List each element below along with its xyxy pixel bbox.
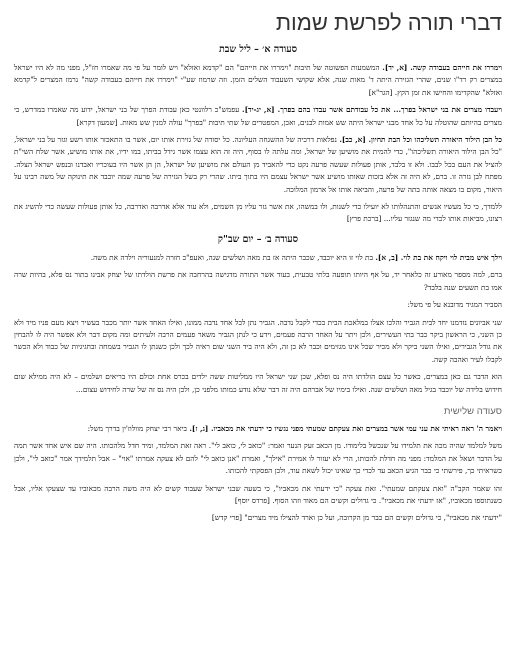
verse-lead: וילך איש מבית לוי ויקח את בת לוי. [ב, א]. (375, 252, 502, 262)
paragraph (14, 134, 502, 196)
paragraph-text: ברם, למה מספר מאורע זה כלאחר יד, על אף היותו תופעה בלתי טבעית, בעוד אשר התורה מדגישה בהרחבה את פרשת הולדתו של יצחק אבינו בתור נס פלא, בהיות שרה אמו בת תשעים שנה בלבד? (14, 270, 502, 292)
paragraph (14, 371, 502, 396)
paragraph (14, 317, 502, 367)
paragraph (14, 252, 502, 264)
paragraph-text: הוא הדבר גם כאן במצרים, כאשר כל עצם הולדתו היה נס ופלא, שכן שני ישראל היו ממליטות ששה ילדים בכרס אחת וכולם היו בריאים ושלמים – לא היה ממילא שום חידוש בלידה של יוכבד בגיל מאה ושלשים שנה. ואילו בימיו של אברהם היה זה דבר שלא נודע כמותו מלפני כן, ולכן היה נס זה של שרה לחידוש עצום... (14, 372, 502, 394)
paragraph-text: ביאר רבי יצחק מוולוז'ין בדרך משל: (87, 423, 190, 433)
paragraph (14, 299, 502, 311)
paragraph-text: זהו שאמר הקב"ה "ואת צעקתם שמעתי". זאת צעקה "כי ידעתי את מכאביו", כי בשעה שבני ישראל שעבוד קשים לא היה משה הרבה מכאוביו עד שצעקו אליו, אבל כשנתוספו מכאוביו, "אז ידעתי את מכאביו". כי גדולים וקשים הם מאוד וזהו הסוף. [פרדס יוסף] (14, 483, 502, 505)
paragraph-text: עפמש"כ רלוונטי כאן עבודת הפרך של בני ישראל, ידוע מה שאמרו במדרש, כי מצרים בהיותם שהוטלה על כל אחד מבני ישראל היתה שש אמות לבנים, ואכן, המפטרים של שתי תיבות "בפרך" עולה למנין שש מאות. [שמעון דקרא] (14, 105, 502, 127)
verse-lead: כל הבן הילוד היאורה תשליכהו וכל הבת תחיון. [א, כב]. (339, 135, 502, 145)
paragraph-text: נפלאות דרכיה של ההשגחה העליונה. כל יסודה של גזירת אותו יום, אשר בו התאכזר אותו רשע וגזר על בני ישראל, "כל הבן הילוד היאורה תשליכהו", כדי להמית את מושיען של ישראל, ומה עלתה לו בסוף, היה זה הוא עצמו אשר גידל בביתו, במו ידיו, את אותו מושיע, אשר שלח השי"ת להציל את העם בכל לבבו. ולא זו בלבד, אותן פעולות שעשה פרעה נקט כדי להאביד מן העולם את מושיען של ישראל, הן הן אשר היו בעוכריו ואבדנו ובנפש ישראל הצלה. מפתח לבן גזרה זו. ברם, לא היה זה אלא בזכות שאותו מושיע אשר ישראל עצמם היו בתוך ביתו. שהרי רק בשל הגזירה של פרעה שמה יוכבד את תינוקה של משה רבינו על היאור, מקום בו מצאה אותה בתה של פרעה, והביאה אותו אל ארמון המלוכה. (14, 135, 502, 194)
paragraph-text: המשמעות הפשוטה של תיבות "וימררו את חייהם" הם "קדמא ואזלא" ויש לומר על פי מה שאמרו חז"ל, מפני מה לא היו ישראל במצרים רק רד"ו שנים, שהרי הגזירה היתה ד' מאות שנה, אלא שקושי השעבוד השלים הזמן. וזה שרמוז שע"י "וימררו את חייהם בעבודה קשה" נרמז המצרים ל"קדמא ואזלא" שהקדימו והחישו את זמן הקץ. [הגר"א] (14, 63, 502, 97)
verse-lead: ויעבדו מצרים את בני ישראל בפרך... את כל עבודתם אשר עבדו בהם בפרך. [א, יג-יד]. (242, 105, 502, 115)
verse-lead: וימררו את חייהם בעבודה קשה. [א, יד]. (382, 63, 502, 72)
paragraph-text: הסביר המגיד מדובנא על פי משל: (407, 300, 502, 310)
paragraph (14, 440, 502, 477)
paragraph-text: שני אביונים נזדמנו יחד לבית הגביר והלכו אצלו במלאכת הבית בכדי לקבל נדבה. הגביר נתן לכל אחד נדבה ממונו, ואילו האחד אשר יותר מכבר בעשיר ויצא מעם פניו מיד ולא כן השני, כי הראשון ביקר כבר בתי העשירים, ולכן ויתר על האחד הרבה פעמים, וידע כי לנתן הגביר משאר פעמים הרבה ולעיתים ומה מקום דבר ולא אפשר היה לו להבחין את גודל הגבירים, ואילו השני ביקר ולא מכיר שכל אינו מגזימים וכבר לא כן זה, ולא היה ביד השני שום ראיה לכך ולכן כשנתן לו הגביר בשמחה ובחגיגיות של כבוד ולא הכשר לקבלו לעיר ואהבה קשה. (14, 317, 502, 364)
section-heading: סעודה ב׳ – יום שב"ק (217, 233, 299, 245)
paragraph (14, 201, 502, 226)
paragraph (14, 269, 502, 294)
paragraph (14, 104, 502, 129)
paragraph-text: משל למלמד שהיה מכה את תלמידו על שנכשל בלימודו. מן הכאב זעק הנער ואמר: "כואב לי, כואב לי". ראה זאת המלמד, ומיד חדל מלהכותו. היה שם איש אחד אשר תמה על הדבר ושאל את המלמד: מפני מה חדלת להכותו, הרי לא יעזור לו אמירת "אילך", ואמרת "אנן כואב לי" להם לא צעקה אמרתו "אוי" – אבל תלמידך אמר "כואב לי", ולכן כשראיתי כך, פירשתי כי כבר הגיע הכאב עד לכדי כך שאינו יכול לשאת עוד, ולכן הפסקתי להכותו. (14, 441, 502, 476)
paragraph-text: ללמדך, כי כל מעשיו אנשים והתנהלותו לא יועילו כדי לשנות, ולו במשהו, את אשר גזר עליו מן השמים, ולא עוד אלא אדרבה ואדרבה, כל אותן פעולות שעשה כדי להשיג את רצונו, מביאות אותו לכדי מה שנגזר עליו... [ברכת פרץ] (14, 202, 502, 224)
paragraph (14, 423, 502, 435)
section-heading: סעודה א׳ – ליל שבת (219, 44, 297, 55)
paragraph-text: בת לוי זו היא יוכבד, שכבר היתה אז בת מאה ושלשים שנה, ואעפ"כ חזרה למנעוריה וילדה את משה. (90, 252, 376, 262)
paragraph (14, 512, 502, 524)
section-heading: סעודה שלישית (443, 405, 502, 417)
document-body (14, 44, 502, 525)
paragraph-text: "ידעתי את מכאביו", כי גדולים וקשים הם כבר מן הקרובה, ועל כן וארד להצילו מיד מצרים" [פרי קדש] (211, 513, 502, 523)
page-title: דברי תורה לפרשת שמות (275, 10, 502, 35)
paragraph (14, 483, 502, 508)
verse-lead: ויאמר ה' ראה ראיתי את עני עמי אשר במצרים ואת צעקתם שמעתי מפני נגשיו כי ידעתי את מכאביו. [ג, ז]. (189, 423, 502, 433)
paragraph (14, 62, 502, 99)
